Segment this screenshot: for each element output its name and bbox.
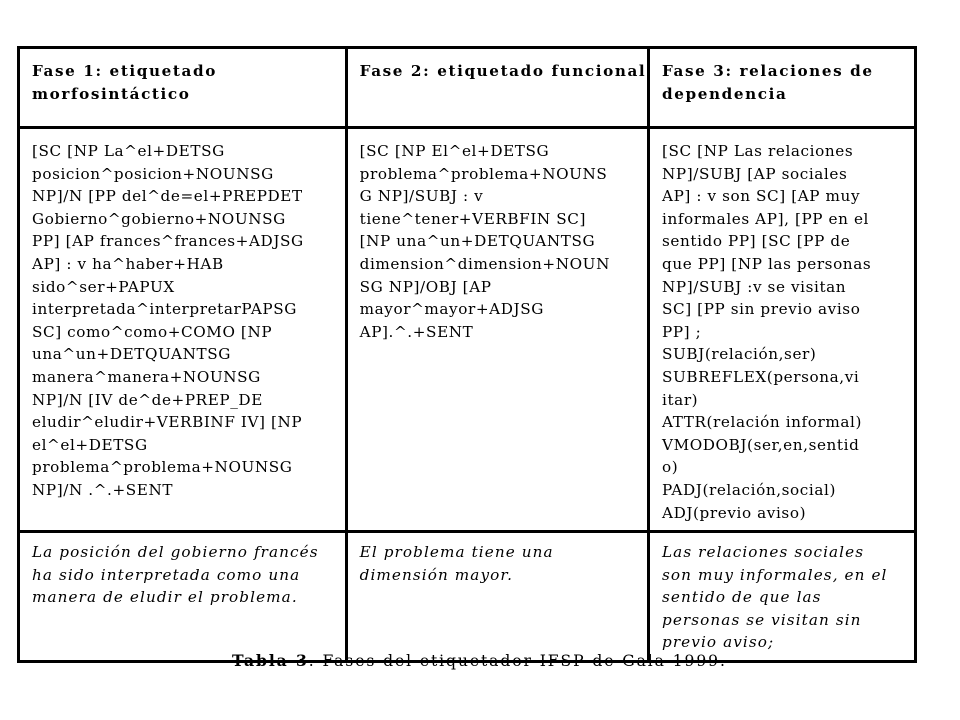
- analysis-line: manera^manera+NOUNSG: [32, 367, 261, 386]
- analysis-line: NP]/N [IV de^de+PREP_DE: [32, 390, 263, 409]
- analysis-line: [SC [NP El^el+DETSG: [359, 142, 550, 160]
- analysis-line: problema^problema+NOUNS: [359, 164, 608, 183]
- gloss-cell-phase-3: [650, 533, 917, 663]
- analysis-line: el^el+DETSG: [32, 435, 148, 454]
- analysis-line: VMODOBJ(ser,en,sentid: [662, 435, 860, 454]
- analysis-line: posicion^posicion+NOUNSG: [32, 164, 274, 183]
- analysis-line: [SC [NP Las relaciones: [662, 142, 854, 160]
- analysis-line: [SC [NP La^el+DETSG: [32, 142, 225, 160]
- analysis-line: que PP] [NP las personas: [662, 254, 872, 273]
- analysis-line: NP]/SUBJ :v se visitan: [662, 277, 847, 296]
- analysis-line: [NP una^un+DETQUANTSG: [359, 232, 596, 251]
- header-cell-phase-1: [20, 49, 348, 129]
- analysis-line: NP]/SUBJ [AP sociales: [662, 164, 848, 183]
- analysis-line: PP] ;: [662, 322, 702, 341]
- table-caption: [232, 651, 727, 670]
- gloss-line: La posición del gobierno francés: [32, 543, 319, 562]
- analysis-line: itar): [662, 390, 699, 409]
- analysis-line: NP]/N .^.+SENT: [32, 480, 174, 499]
- header-line: morfosintáctico: [32, 84, 191, 103]
- analysis-cell-phase-2: [348, 129, 650, 533]
- gloss-line: sentido de que las: [662, 588, 822, 607]
- phases-table: [17, 46, 917, 663]
- table-header-row: [20, 49, 917, 129]
- header-line: Fase 1: etiquetado: [32, 62, 217, 80]
- table-analysis-row: [20, 129, 917, 533]
- analysis-line: tiene^tener+VERBFIN SC]: [359, 209, 586, 228]
- analysis-line: Gobierno^gobierno+NOUNSG: [32, 209, 286, 228]
- gloss-line: son muy informales, en el: [662, 565, 888, 584]
- analysis-line: una^un+DETQUANTSG: [32, 345, 231, 364]
- analysis-line: informales AP], [PP en el: [662, 209, 869, 228]
- analysis-line: G NP]/SUBJ : v: [359, 187, 484, 206]
- analysis-line: SG NP]/OBJ [AP: [359, 277, 492, 296]
- analysis-line: AP] : v ha^haber+HAB: [32, 254, 224, 273]
- gloss-line: previo aviso;: [662, 633, 775, 652]
- analysis-line: AP] : v son SC] [AP muy: [662, 187, 861, 206]
- gloss-line: Las relaciones sociales: [662, 543, 865, 562]
- analysis-line: PADJ(relación,social): [662, 480, 836, 499]
- analysis-line: sentido PP] [SC [PP de: [662, 232, 851, 251]
- header-line: Fase 3: relaciones de: [662, 62, 874, 80]
- gloss-line: personas se visitan sin: [662, 610, 862, 629]
- gloss-line: manera de eludir el problema.: [32, 588, 298, 607]
- analysis-cell-phase-1: [20, 129, 348, 533]
- analysis-line: o): [662, 458, 679, 477]
- gloss-cell-phase-2: [348, 533, 650, 663]
- phases-table-frame: [17, 46, 888, 652]
- analysis-line: eludir^eludir+VERBINF IV] [NP: [32, 413, 303, 432]
- analysis-line: ADJ(previo aviso): [662, 503, 807, 522]
- gloss-line: dimensión mayor.: [359, 565, 513, 584]
- analysis-line: ATTR(relación informal): [662, 413, 863, 432]
- analysis-line: problema^problema+NOUNSG: [32, 458, 293, 477]
- analysis-line: mayor^mayor+ADJSG: [359, 300, 544, 319]
- header-cell-phase-3: [650, 49, 917, 129]
- analysis-line: PP] [AP frances^frances+ADJSG: [32, 232, 304, 251]
- analysis-line: dimension^dimension+NOUN: [359, 254, 610, 273]
- caption-label: Tabla 3: [232, 651, 309, 670]
- analysis-line: SUBJ(relación,ser): [662, 345, 817, 364]
- analysis-line: NP]/N [PP del^de=el+PREPDET: [32, 187, 303, 206]
- gloss-line: ha sido interpretada como una: [32, 565, 301, 584]
- analysis-line: SC] [PP sin previo aviso: [662, 300, 861, 319]
- analysis-line: interpretada^interpretarPAPSG: [32, 300, 297, 319]
- analysis-line: AP].^.+SENT: [359, 322, 474, 341]
- header-line: Fase 2: etiquetado funcional: [359, 62, 647, 80]
- analysis-line: SC] como^como+COMO [NP: [32, 322, 273, 341]
- analysis-cell-phase-3: [650, 129, 917, 533]
- gloss-cell-phase-1: [20, 533, 348, 663]
- analysis-line: sido^ser+PAPUX: [32, 277, 175, 296]
- table-gloss-row: [20, 533, 917, 663]
- header-cell-phase-2: [348, 49, 650, 129]
- header-line: dependencia: [662, 84, 788, 103]
- caption-text: . Fases del etiquetador IFSP de Gala 1999.: [308, 652, 727, 670]
- gloss-line: El problema tiene una: [359, 543, 554, 562]
- analysis-line: SUBREFLEX(persona,vi: [662, 367, 860, 386]
